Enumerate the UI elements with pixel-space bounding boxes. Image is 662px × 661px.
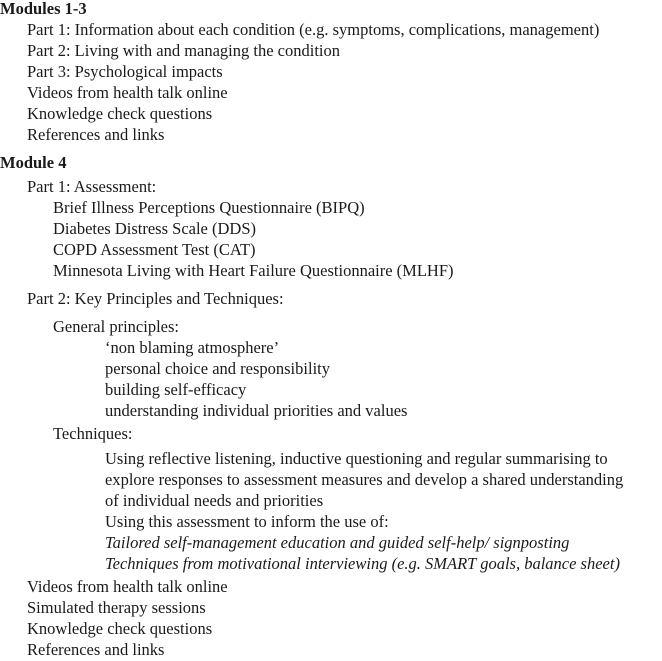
module-4-item: Videos from health talk online xyxy=(27,577,228,596)
principle-item: personal choice and responsibility xyxy=(105,359,330,378)
techniques-paragraph-line: of individual needs and priorities xyxy=(105,491,324,510)
modules-1-3-heading: Modules 1-3 xyxy=(0,0,87,18)
principle-item: building self-efficacy xyxy=(105,380,247,399)
modules-1-3-item: Videos from health talk online xyxy=(27,83,228,102)
assessment-item: Diabetes Distress Scale (DDS) xyxy=(53,219,256,238)
techniques-title: Techniques: xyxy=(53,424,133,443)
assessment-item: COPD Assessment Test (CAT) xyxy=(53,240,256,259)
assessment-item: Minnesota Living with Heart Failure Questionnaire (MLHF) xyxy=(53,261,454,280)
part-1-title: Part 1: Assessment: xyxy=(27,177,157,196)
techniques-paragraph-line: explore responses to assessment measures and develop a shared understanding xyxy=(105,470,624,489)
principle-item: ‘non blaming atmosphere’ xyxy=(105,338,280,357)
modules-1-3-item: Knowledge check questions xyxy=(27,104,213,123)
general-principles-title: General principles: xyxy=(53,317,179,336)
part-2-title: Part 2: Key Principles and Techniques: xyxy=(27,289,284,308)
module-4-item: Knowledge check questions xyxy=(27,619,213,638)
techniques-paragraph-line: Using reflective listening, inductive questioning and regular summarising to xyxy=(105,449,608,468)
module-4-item: References and links xyxy=(27,640,165,659)
technique-italic-item: Tailored self-management education and guided self-help/ signposting xyxy=(105,533,570,552)
module-4-heading: Module 4 xyxy=(0,153,67,172)
modules-1-3-item: Part 3: Psychological impacts xyxy=(27,62,223,81)
technique-italic-item: Techniques from motivational interviewing (e.g. SMART goals, balance sheet) xyxy=(105,554,620,573)
modules-1-3-item: Part 2: Living with and managing the condition xyxy=(27,41,340,60)
module-4-item: Simulated therapy sessions xyxy=(27,598,206,617)
assessment-item: Brief Illness Perceptions Questionnaire (BIPQ) xyxy=(53,198,365,217)
principle-item: understanding individual priorities and values xyxy=(105,401,408,420)
modules-1-3-item: References and links xyxy=(27,125,165,144)
modules-1-3-item: Part 1: Information about each condition (e.g. symptoms, complications, management) xyxy=(27,20,600,39)
techniques-inform-line: Using this assessment to inform the use of: xyxy=(105,512,389,531)
